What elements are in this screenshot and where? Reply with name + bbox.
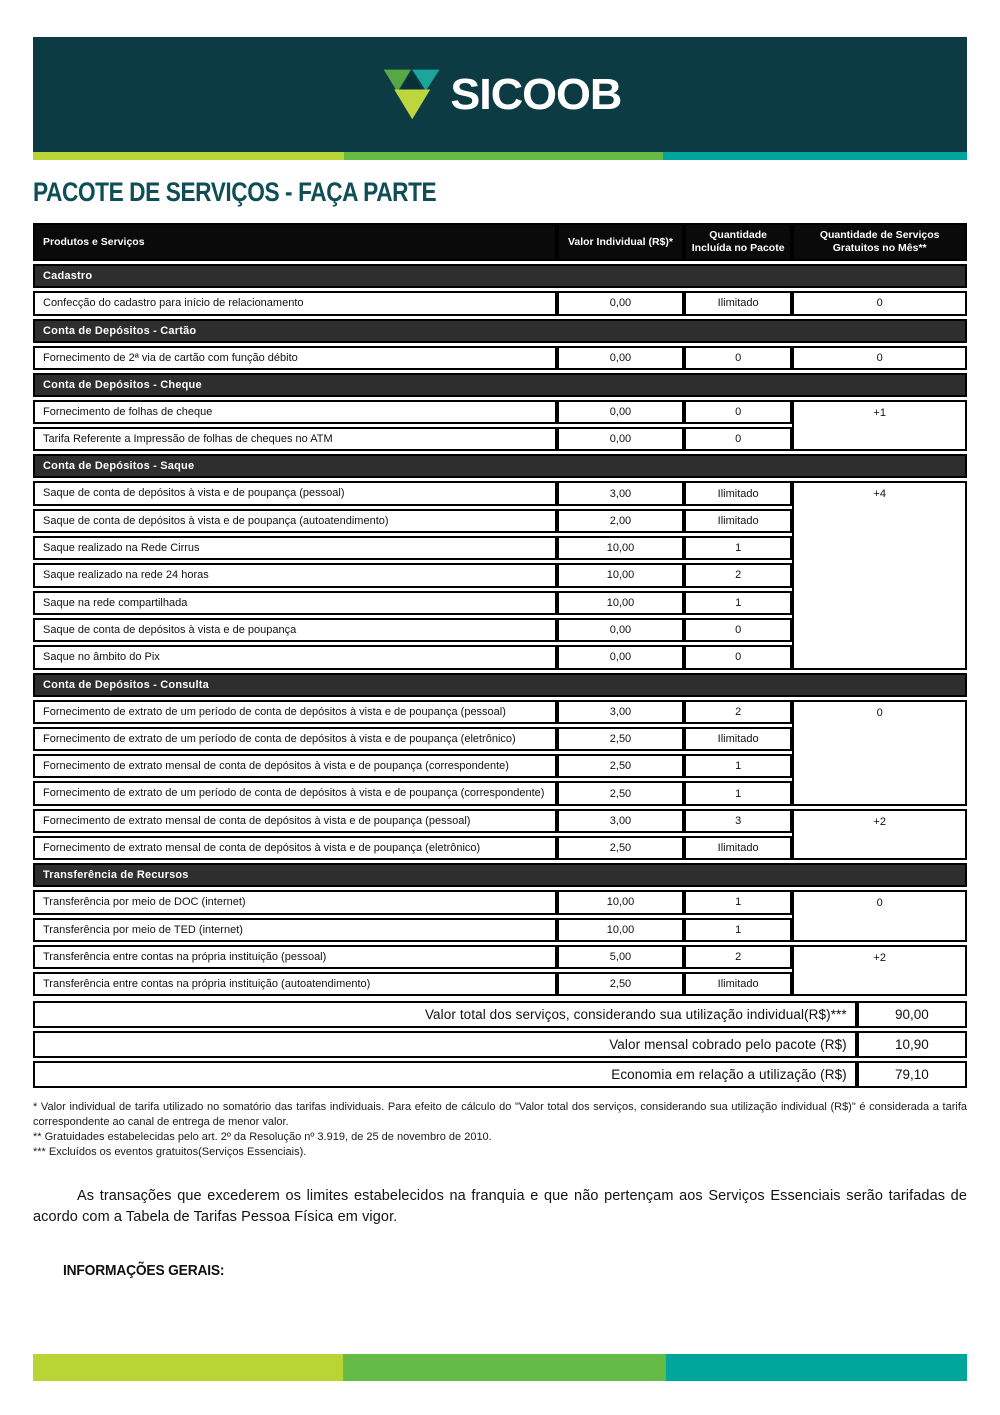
incluida-cell: 2 (684, 945, 792, 969)
service-label: Fornecimento de extrato de um período de conta de depósitos à vista e de poupança (correspondente) (33, 781, 557, 805)
incluida-cell: Ilimitado (684, 509, 792, 533)
section-title: Conta de Depósitos - Cheque (33, 373, 967, 397)
section-row-saque (33, 454, 967, 478)
incluida-cell: 2 (684, 563, 792, 587)
table-row (33, 481, 967, 505)
section-row-cartao (33, 319, 967, 343)
gratuitos-cell-merged: +2 (792, 945, 967, 997)
tariff-table (33, 220, 967, 999)
section-row-cadastro (33, 264, 967, 288)
incluida-cell: 1 (684, 781, 792, 805)
summary-value: 10,90 (857, 1031, 967, 1058)
service-label: Fornecimento de extrato de um período de conta de depósitos à vista e de poupança (eletrônico) (33, 727, 557, 751)
gratuitos-cell-merged: +4 (792, 481, 967, 669)
valor-cell: 0,00 (557, 400, 684, 424)
incluida-cell: 0 (684, 427, 792, 451)
excess-transactions-paragraph: As transações que excederem os limites estabelecidos na franquia e que não pertençam aos Serviços Essenciais serão tarifadas de acordo com a Tabela de Tarifas Pessoa Física em vigor. (33, 1187, 967, 1225)
service-label: Fornecimento de folhas de cheque (33, 400, 557, 424)
table-row (33, 291, 967, 315)
summary-row-economia (33, 1061, 967, 1088)
section-title: Conta de Depósitos - Cartão (33, 319, 967, 343)
valor-cell: 5,00 (557, 945, 684, 969)
stripe-light-green (33, 152, 344, 160)
incluida-cell: 0 (684, 618, 792, 642)
section-title: Cadastro (33, 264, 967, 288)
valor-cell: 2,50 (557, 727, 684, 751)
service-label: Transferência por meio de DOC (internet) (33, 890, 557, 914)
service-label: Fornecimento de 2ª via de cartão com função débito (33, 346, 557, 370)
section-title: Conta de Depósitos - Consulta (33, 673, 967, 697)
table-header-row (33, 223, 967, 261)
col-header-produtos: Produtos e Serviços (33, 223, 557, 261)
service-label: Fornecimento de extrato mensal de conta de depósitos à vista e de poupança (pessoal) (33, 809, 557, 833)
service-label: Tarifa Referente a Impressão de folhas de cheques no ATM (33, 427, 557, 451)
service-label: Transferência entre contas na própria instituição (autoatendimento) (33, 972, 557, 996)
valor-cell: 2,00 (557, 509, 684, 533)
section-title: Conta de Depósitos - Saque (33, 454, 967, 478)
gratuitos-cell-merged: +2 (792, 809, 967, 861)
stripe-teal (663, 152, 967, 160)
footnotes-block (33, 1100, 967, 1159)
service-label: Transferência por meio de TED (internet) (33, 918, 557, 942)
valor-cell: 0,00 (557, 427, 684, 451)
summary-row-mensal (33, 1031, 967, 1058)
incluida-cell: 2 (684, 700, 792, 724)
service-label: Transferência entre contas na própria instituição (pessoal) (33, 945, 557, 969)
table-row (33, 400, 967, 424)
service-label: Saque na rede compartilhada (33, 591, 557, 615)
incluida-cell: 1 (684, 890, 792, 914)
stripe-green (344, 152, 663, 160)
sicoob-logo-text: SICOOB (450, 69, 622, 119)
gratuitos-cell: 0 (792, 346, 967, 370)
valor-cell: 0,00 (557, 618, 684, 642)
service-label: Saque no âmbito do Pix (33, 645, 557, 669)
table-row (33, 890, 967, 914)
col-header-gratuitos-mes: Quantidade de Serviços Gratuitos no Mês** (792, 223, 967, 261)
service-label: Confecção do cadastro para início de relacionamento (33, 291, 557, 315)
valor-cell: 2,50 (557, 836, 684, 860)
incluida-cell: 0 (684, 400, 792, 424)
valor-cell: 0,00 (557, 291, 684, 315)
incluida-cell: 0 (684, 645, 792, 669)
table-row (33, 700, 967, 724)
service-label: Fornecimento de extrato mensal de conta de depósitos à vista e de poupança (eletrônico) (33, 836, 557, 860)
footer-color-bar (33, 1354, 967, 1381)
incluida-cell: 1 (684, 591, 792, 615)
valor-cell: 10,00 (557, 918, 684, 942)
service-label: Fornecimento de extrato de um período de conta de depósitos à vista e de poupança (pessoal) (33, 700, 557, 724)
summary-value: 79,10 (857, 1061, 967, 1088)
valor-cell: 2,50 (557, 972, 684, 996)
service-label: Saque realizado na Rede Cirrus (33, 536, 557, 560)
gratuitos-cell: 0 (792, 291, 967, 315)
document-page (33, 37, 967, 1279)
incluida-cell: Ilimitado (684, 972, 792, 996)
summary-row-total (33, 1001, 967, 1028)
section-title: Transferência de Recursos (33, 863, 967, 887)
valor-cell: 10,00 (557, 563, 684, 587)
incluida-cell: Ilimitado (684, 481, 792, 505)
gratuitos-cell-merged: 0 (792, 700, 967, 806)
valor-cell: 3,00 (557, 809, 684, 833)
incluida-cell: 0 (684, 346, 792, 370)
table-row (33, 809, 967, 833)
valor-cell: 3,00 (557, 481, 684, 505)
table-row (33, 346, 967, 370)
summary-table (33, 998, 967, 1091)
incluida-cell: 1 (684, 918, 792, 942)
footnote-2: ** Gratuidades estabelecidas pelo art. 2º da Resolução nº 3.919, de 25 de novembro de 2010. (33, 1131, 492, 1144)
valor-cell: 2,50 (557, 754, 684, 778)
gratuitos-cell-merged: +1 (792, 400, 967, 452)
incluida-cell: Ilimitado (684, 291, 792, 315)
incluida-cell: Ilimitado (684, 727, 792, 751)
section-row-cheque (33, 373, 967, 397)
valor-cell: 0,00 (557, 645, 684, 669)
footnote-3: *** Excluídos os eventos gratuitos(Serviços Essenciais). (33, 1146, 307, 1159)
service-label: Saque realizado na rede 24 horas (33, 563, 557, 587)
summary-label: Economia em relação a utilização (R$) (33, 1061, 857, 1088)
page-title: PACOTE DE SERVIÇOS - FAÇA PARTE (33, 177, 437, 207)
service-label: Saque de conta de depósitos à vista e de poupança (autoatendimento) (33, 509, 557, 533)
summary-value: 90,00 (857, 1001, 967, 1028)
incluida-cell: Ilimitado (684, 836, 792, 860)
valor-cell: 10,00 (557, 536, 684, 560)
service-label: Fornecimento de extrato mensal de conta de depósitos à vista e de poupança (correspondente) (33, 754, 557, 778)
incluida-cell: 1 (684, 536, 792, 560)
header-banner (33, 37, 967, 152)
sicoob-logo (380, 61, 620, 128)
section-row-consulta (33, 673, 967, 697)
incluida-cell: 3 (684, 809, 792, 833)
valor-cell: 10,00 (557, 890, 684, 914)
service-label: Saque de conta de depósitos à vista e de poupança (33, 618, 557, 642)
footer-light-green (33, 1354, 343, 1381)
valor-cell: 3,00 (557, 700, 684, 724)
summary-label: Valor mensal cobrado pelo pacote (R$) (33, 1031, 857, 1058)
table-row (33, 945, 967, 969)
gratuitos-cell-merged: 0 (792, 890, 967, 942)
informacoes-gerais-heading: INFORMAÇÕES GERAIS: (63, 1261, 225, 1279)
valor-cell: 0,00 (557, 346, 684, 370)
service-label: Saque de conta de depósitos à vista e de poupança (pessoal) (33, 481, 557, 505)
footnote-1: * Valor individual de tarifa utilizado no somatório das tarifas individuais. Para efeito de cálculo do "Valor total dos serviços, considerando sua utilização individual (R$)" é considerada a tarifa correspondente ao canal de entrega de menor valor. (33, 1101, 967, 1129)
footer-green (343, 1354, 666, 1381)
summary-label: Valor total dos serviços, considerando sua utilização individual(R$)*** (33, 1001, 857, 1028)
col-header-quantidade-pacote: Quantidade Incluída no Pacote (684, 223, 792, 261)
header-color-stripe (33, 152, 967, 160)
valor-cell: 10,00 (557, 591, 684, 615)
section-row-transferencia (33, 863, 967, 887)
col-header-valor: Valor Individual (R$)* (557, 223, 684, 261)
valor-cell: 2,50 (557, 781, 684, 805)
incluida-cell: 1 (684, 754, 792, 778)
footer-teal (666, 1354, 967, 1381)
sicoob-logo-icon (380, 61, 442, 128)
